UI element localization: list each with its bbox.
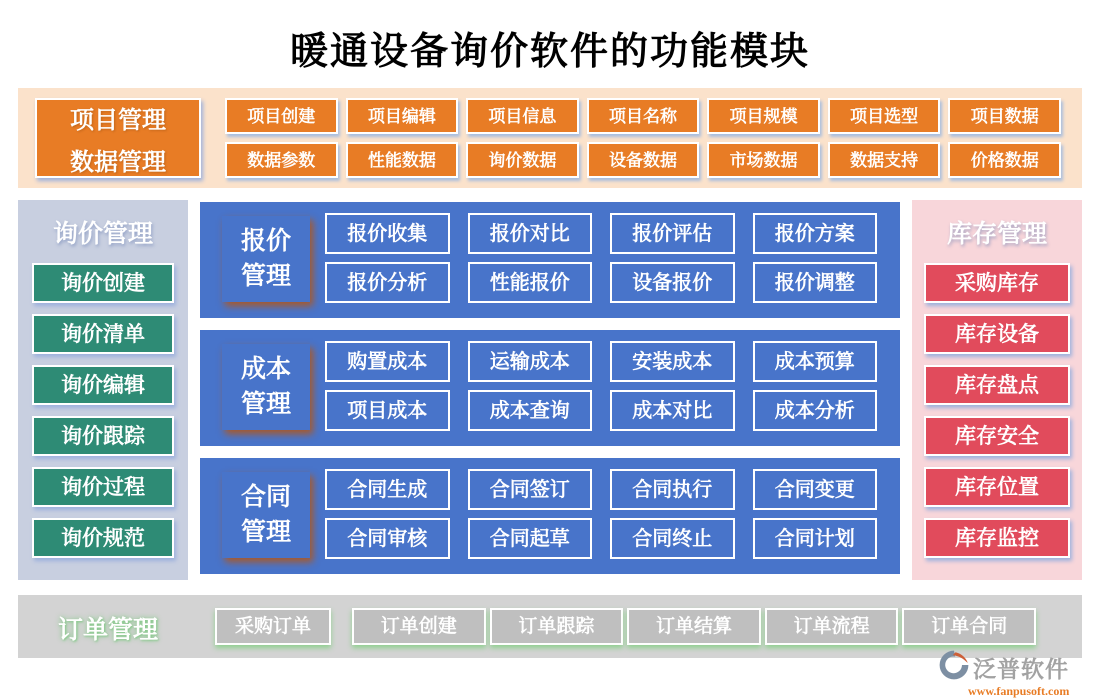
- cost-button[interactable]: 项目成本: [325, 390, 450, 431]
- project-data-button[interactable]: 项目选型: [828, 98, 941, 134]
- inventory-button[interactable]: 库存安全: [924, 416, 1070, 456]
- inventory-button[interactable]: 库存位置: [924, 467, 1070, 507]
- inquiry-button[interactable]: 询价清单: [32, 314, 174, 354]
- quote-button[interactable]: 报价调整: [753, 262, 878, 303]
- order-button-list: [352, 608, 1036, 645]
- cost-grid: [325, 341, 877, 431]
- order-button[interactable]: 订单合同: [902, 608, 1036, 645]
- vendor-logo: [938, 649, 1094, 699]
- project-data-button[interactable]: 项目规模: [707, 98, 820, 134]
- project-data-button[interactable]: 项目信息: [466, 98, 579, 134]
- order-button[interactable]: 订单流程: [765, 608, 899, 645]
- quote-label-block[interactable]: 报价管理: [222, 216, 310, 302]
- order-button[interactable]: 订单跟踪: [490, 608, 624, 645]
- cost-button[interactable]: 成本预算: [753, 341, 878, 382]
- inventory-button[interactable]: 库存盘点: [924, 365, 1070, 405]
- vendor-url: www.fanpusoft.com: [968, 684, 1070, 698]
- project-data-button[interactable]: 项目名称: [587, 98, 700, 134]
- inquiry-button-list: [18, 263, 188, 558]
- cost-button[interactable]: 成本分析: [753, 390, 878, 431]
- inventory-button[interactable]: 库存监控: [924, 518, 1070, 558]
- inquiry-button[interactable]: 询价跟踪: [32, 416, 174, 456]
- project-data-grid: [225, 98, 1061, 178]
- contract-button[interactable]: 合同执行: [610, 469, 735, 510]
- quote-button[interactable]: 报价对比: [468, 213, 593, 254]
- purchase-order-button[interactable]: 采购订单: [215, 608, 331, 645]
- contract-button[interactable]: 合同起草: [468, 518, 593, 559]
- quote-button[interactable]: 报价评估: [610, 213, 735, 254]
- cost-button[interactable]: 成本查询: [468, 390, 593, 431]
- vendor-name: 泛普软件: [973, 657, 1069, 682]
- project-data-button[interactable]: 设备数据: [587, 142, 700, 178]
- project-data-button[interactable]: 市场数据: [707, 142, 820, 178]
- inquiry-column: [18, 200, 188, 580]
- inquiry-button[interactable]: 询价创建: [32, 263, 174, 303]
- inquiry-button[interactable]: 询价规范: [32, 518, 174, 558]
- cost-block: [200, 330, 900, 446]
- quote-button[interactable]: 报价收集: [325, 213, 450, 254]
- inventory-column: [912, 200, 1082, 580]
- inquiry-button[interactable]: 询价过程: [32, 467, 174, 507]
- contract-label-block[interactable]: 合同管理: [222, 472, 310, 558]
- order-button[interactable]: 订单结算: [627, 608, 761, 645]
- contract-button[interactable]: 合同审核: [325, 518, 450, 559]
- order-header: 订单管理: [58, 617, 159, 644]
- inventory-header: 库存管理: [946, 221, 1047, 248]
- contract-button[interactable]: 合同终止: [610, 518, 735, 559]
- contract-button[interactable]: 合同计划: [753, 518, 878, 559]
- project-label-line: 项目管理: [70, 107, 166, 134]
- quote-button[interactable]: 性能报价: [468, 262, 593, 303]
- cost-button[interactable]: 安装成本: [610, 341, 735, 382]
- quote-button[interactable]: 设备报价: [610, 262, 735, 303]
- data-label-line: 数据管理: [70, 149, 166, 176]
- quote-grid: [325, 213, 877, 303]
- inquiry-header: 询价管理: [52, 221, 153, 248]
- inventory-button[interactable]: 库存设备: [924, 314, 1070, 354]
- cost-button[interactable]: 购置成本: [325, 341, 450, 382]
- contract-button[interactable]: 合同签订: [468, 469, 593, 510]
- quote-block: [200, 202, 900, 318]
- order-button[interactable]: 订单创建: [352, 608, 486, 645]
- page-title: 暖通设备询价软件的功能模块: [289, 31, 810, 73]
- contract-block: [200, 458, 900, 574]
- project-data-button[interactable]: 价格数据: [948, 142, 1061, 178]
- quote-button[interactable]: 报价方案: [753, 213, 878, 254]
- cost-button[interactable]: 成本对比: [610, 390, 735, 431]
- inventory-button-list: [912, 263, 1082, 558]
- project-data-band: [18, 88, 1082, 188]
- project-data-button[interactable]: 项目编辑: [346, 98, 459, 134]
- cost-label-block[interactable]: 成本管理: [222, 344, 310, 430]
- project-data-button[interactable]: 项目数据: [948, 98, 1061, 134]
- fanpu-logo-icon: [938, 649, 970, 686]
- quote-button[interactable]: 报价分析: [325, 262, 450, 303]
- contract-grid: [325, 469, 877, 559]
- inquiry-button[interactable]: 询价编辑: [32, 365, 174, 405]
- cost-button[interactable]: 运输成本: [468, 341, 593, 382]
- project-data-label-block[interactable]: [35, 98, 201, 178]
- inventory-button[interactable]: 采购库存: [924, 263, 1070, 303]
- contract-button[interactable]: 合同变更: [753, 469, 878, 510]
- project-data-button[interactable]: 数据支持: [828, 142, 941, 178]
- project-data-button[interactable]: 询价数据: [466, 142, 579, 178]
- contract-button[interactable]: 合同生成: [325, 469, 450, 510]
- project-data-button[interactable]: 数据参数: [225, 142, 338, 178]
- order-band: [18, 595, 1082, 658]
- project-data-button[interactable]: 项目创建: [225, 98, 338, 134]
- project-data-button[interactable]: 性能数据: [346, 142, 459, 178]
